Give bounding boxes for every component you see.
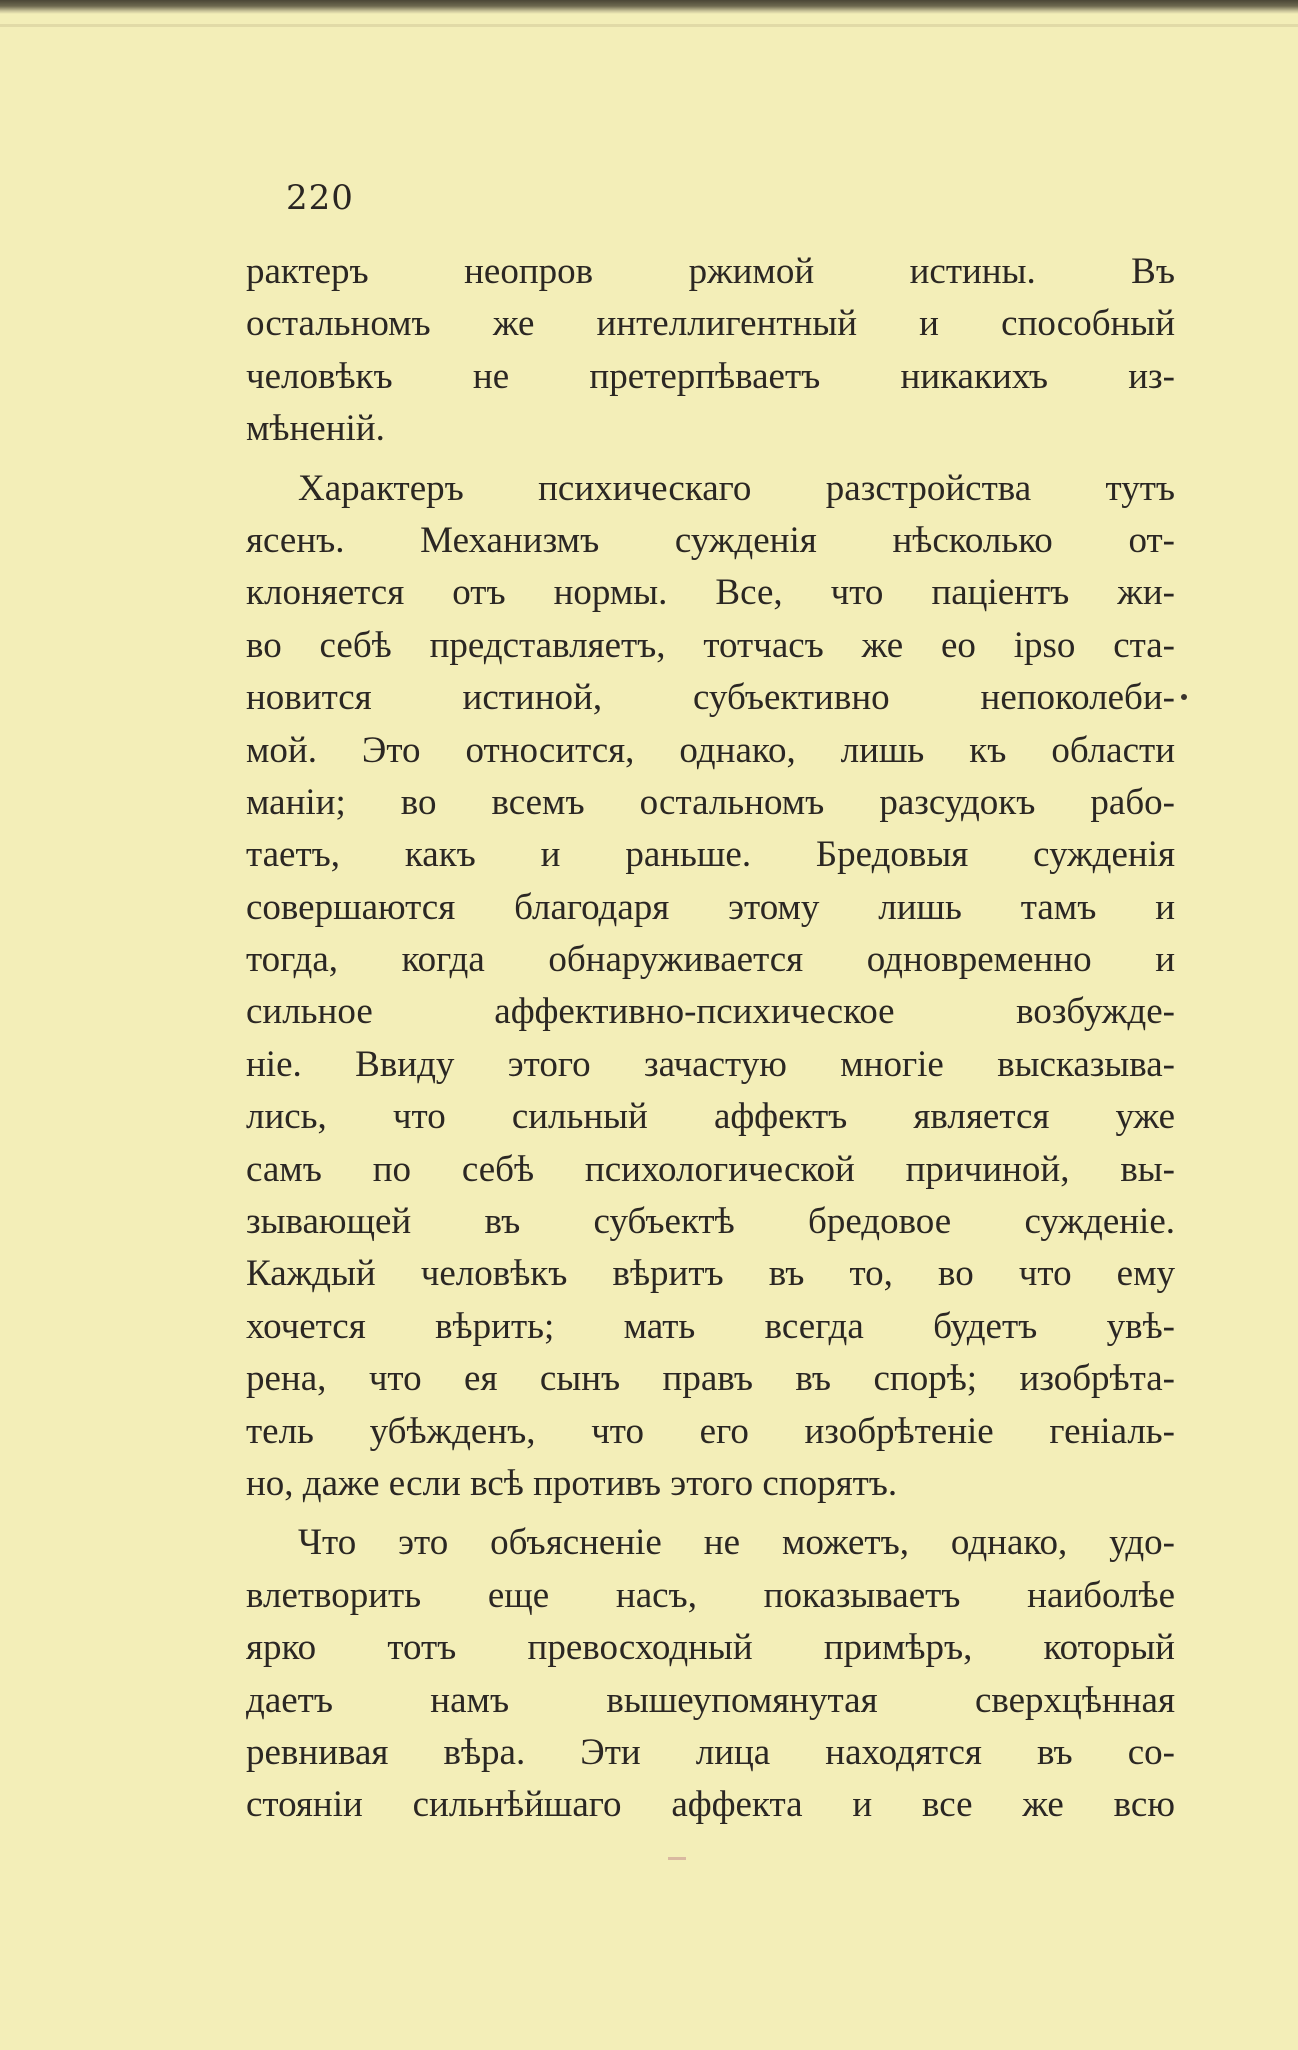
text-line: Что это объясненіе не можетъ, однако, удо- — [298, 1522, 1175, 1564]
text-line: хочется вѣрить; мать всегда будетъ увѣ- — [246, 1305, 1175, 1347]
text-line: во себѣ представляетъ, тотчасъ же eo ipso ста- — [246, 624, 1175, 666]
scan-fold-line — [0, 24, 1298, 27]
text-line: ніе. Ввиду этого зачастую многіе высказыва- — [246, 1043, 1175, 1085]
ink-speck — [1181, 694, 1187, 700]
body-text — [246, 246, 1175, 1832]
text-line: самъ по себѣ психологической причиной, вы- — [246, 1148, 1175, 1190]
text-line: даетъ намъ вышеупомянутая сверхцѣнная — [246, 1679, 1175, 1721]
text-line: но, даже если всѣ противъ этого спорятъ. — [246, 1462, 898, 1504]
text-line: ревнивая вѣра. Эти лица находятся въ со- — [246, 1731, 1175, 1773]
text-line: таетъ, какъ и раньше. Бредовыя сужденія — [246, 834, 1175, 876]
text-line: новится истиной, субъективно непоколеби- — [246, 677, 1175, 719]
text-line: стояніи сильнѣйшаго аффекта и все же всю — [246, 1784, 1175, 1826]
paragraph — [246, 1517, 1175, 1831]
paragraph — [246, 463, 1175, 1511]
text-line: ясенъ. Механизмъ сужденія нѣсколько от- — [246, 519, 1175, 561]
paragraph-gap — [246, 1510, 1175, 1517]
scan-top-edge — [0, 0, 1298, 14]
text-line: мѣненій. — [246, 408, 385, 450]
text-line: рена, что ея сынъ правъ въ спорѣ; изобрѣта- — [246, 1358, 1175, 1400]
text-line: человѣкъ не претерпѣваетъ никакихъ из- — [246, 355, 1175, 397]
text-line: Каждый человѣкъ вѣритъ въ то, во что ему — [246, 1253, 1175, 1295]
text-line: ярко тотъ превосходный примѣръ, который — [246, 1627, 1175, 1669]
text-line: остальномъ же интеллигентный и способный — [246, 303, 1175, 345]
page-number: 220 — [286, 178, 354, 218]
text-line: клоняется отъ нормы. Все, что паціентъ жи- — [246, 572, 1175, 614]
text-line: Характеръ психическаго разстройства тутъ — [298, 467, 1175, 509]
text-line: совершаются благодаря этому лишь тамъ и — [246, 886, 1175, 928]
text-line: тель убѣжденъ, что его изобрѣтеніе геніаль- — [246, 1410, 1175, 1452]
text-line: лись, что сильный аффектъ является уже — [246, 1096, 1175, 1138]
text-line: тогда, когда обнаруживается одновременно и — [246, 939, 1175, 981]
text-line: мой. Это относится, однако, лишь къ области — [246, 729, 1175, 771]
text-line: влетворить еще насъ, показываетъ наиболѣе — [246, 1574, 1175, 1616]
text-line: зывающей въ субъектѣ бредовое сужденіе. — [246, 1201, 1175, 1243]
text-line: маніи; во всемъ остальномъ разсудокъ рабо- — [246, 781, 1175, 823]
scan-mark — [668, 1857, 686, 1860]
paragraph — [246, 246, 1175, 456]
text-line: рактеръ неопров ржимой истины. Въ — [246, 251, 1175, 292]
paragraph-gap — [246, 456, 1175, 463]
text-line: сильное аффективно-психическое возбужде- — [246, 991, 1175, 1033]
